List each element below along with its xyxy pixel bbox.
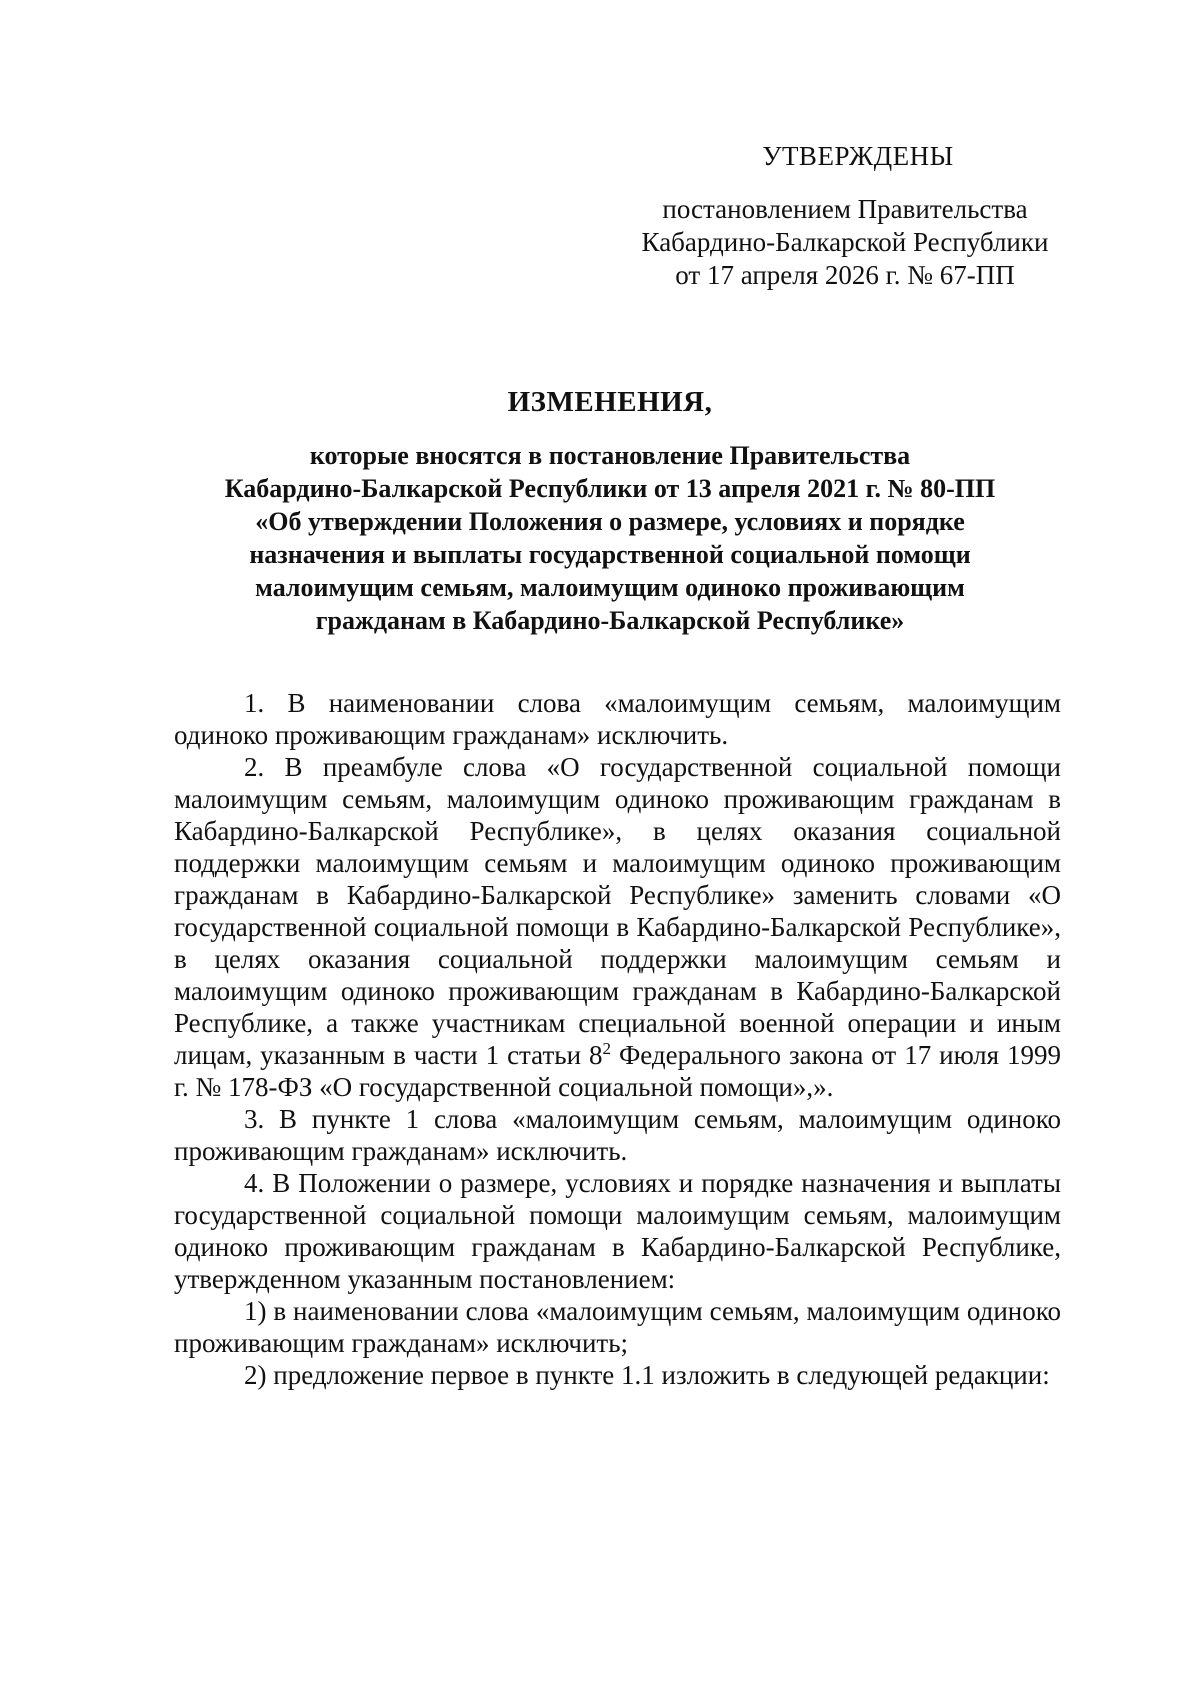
paragraph-1: 1. В наименовании слова «малоимущим семьям, малоимущим одиноко проживающим гражданам» исключить.	[174, 688, 1061, 750]
approval-line: от 17 апреля 2026 г. № 67-ПП	[675, 260, 1015, 290]
superscript-number: 2	[602, 1039, 611, 1058]
paragraph-2-text: 2. В преамбуле слова «О государственной социальной помощи малоимущим семьям, малоимущим одиноко проживающим гражданам в Кабардино-Балкарской Республике», в целях оказания социальной поддержки малоимущим семьям и малоимущим одиноко проживающим гражданам в Кабардино-Балкарской Республике» заменить словами «О государственной социальной помощи в Кабардино-Балкарской Республике», в целях оказания социальной поддержки малоимущим семьям и малоимущим одиноко проживающим гражданам в Кабардино-Балкарской Республике, а также участникам специальной военной операции и иным лицам, указанным в части 1 статьи 8	[174, 752, 1061, 1070]
document-subtitle-line: гражданам в Кабардино-Балкарской Республике»	[315, 606, 905, 635]
paragraph-3: 3. В пункте 1 слова «малоимущим семьям, малоимущим одиноко проживающим гражданам» исключить.	[174, 1104, 1061, 1166]
approval-stamp-block	[605, 140, 1085, 292]
document-subtitle-line: которые вносятся в постановление Правительства	[309, 441, 911, 470]
document-title: ИЗМЕНЕНИЯ,	[507, 386, 713, 418]
document-subtitle-line: «Об утверждении Положения о размере, условиях и порядке	[255, 507, 965, 536]
approval-line: постановлением Правительства	[662, 194, 1028, 224]
paragraph-4: 4. В Положении о размере, условиях и порядке назначения и выплаты государственной социальной помощи малоимущим семьям, малоимущим одиноко проживающим гражданам в Кабардино-Балкарской Республике, утвержденном указанным постановлением:	[174, 1168, 1061, 1294]
document-subtitle-line: малоимущим семьям, малоимущим одиноко проживающим	[255, 573, 965, 602]
approved-title: УТВЕРЖДЕНЫ	[762, 141, 954, 171]
document-heading	[160, 385, 1060, 637]
document-subtitle-line: назначения и выплаты государственной социальной помощи	[249, 540, 971, 569]
document-body	[174, 687, 1061, 1391]
approval-line: Кабардино-Балкарской Республики	[641, 227, 1049, 257]
subparagraph-1: 1) в наименовании слова «малоимущим семьям, малоимущим одиноко проживающим гражданам» исключить;	[174, 1296, 1061, 1358]
document-subtitle-line: Кабардино-Балкарской Республики от 13 апреля 2021 г. № 80-ПП	[224, 474, 996, 503]
paragraph-2-text-end: Федерального закона от 17 июля 1999 г. № 178-ФЗ «О государственной социальной помощи»,».	[174, 1040, 1061, 1102]
subparagraph-2: 2) предложение первое в пункте 1.1 изложить в следующей редакции:	[244, 1360, 1050, 1390]
paragraph-2	[174, 751, 1061, 1103]
